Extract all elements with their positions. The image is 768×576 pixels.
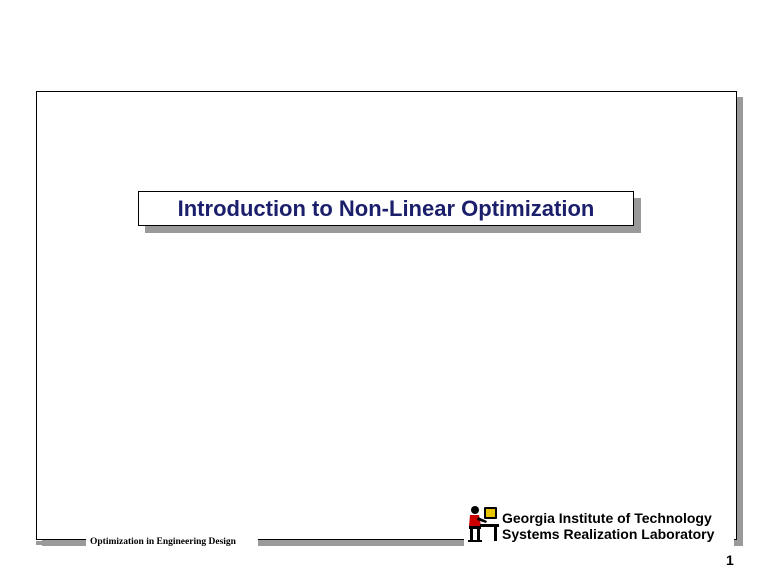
lab-name: Systems Realization Laboratory [502, 526, 715, 542]
slide-frame [36, 91, 737, 540]
slide-title: Introduction to Non-Linear Optimization [138, 191, 634, 226]
course-name: Optimization in Engineering Design [90, 537, 236, 547]
page-number: 1 [726, 552, 734, 568]
person-at-computer-icon [466, 504, 500, 544]
institution-name: Georgia Institute of Technology [502, 510, 712, 526]
